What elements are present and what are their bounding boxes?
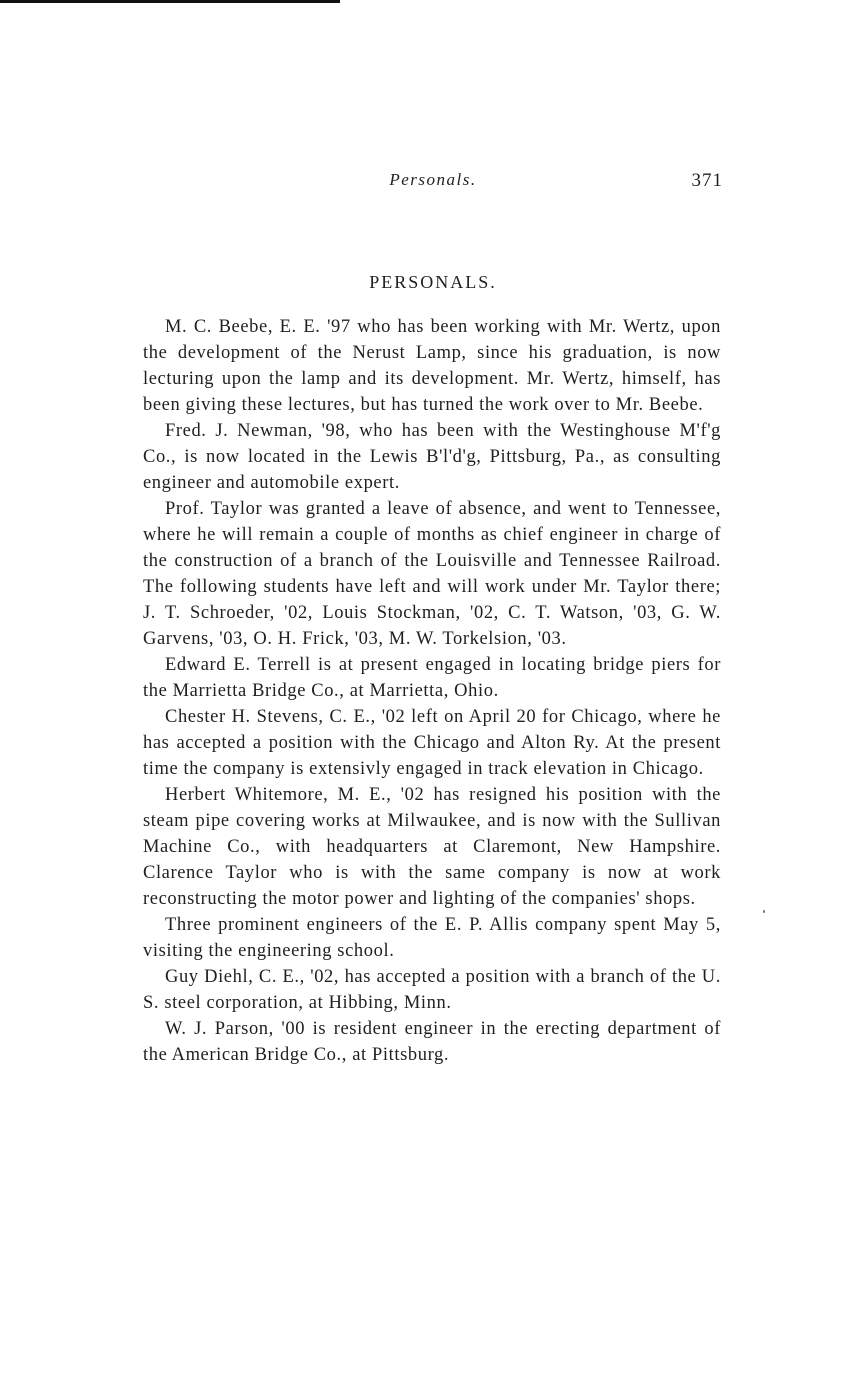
page-number: 371 [691, 170, 723, 191]
paragraph-beebe: M. C. Beebe, E. E. '97 who has been working with Mr. Wertz, upon the development of the Nerust Lamp, since his graduation, is now lecturing upon the lamp and its development. Mr. Wertz, himself, has been giving these lectures, but has turned the work over to Mr. Beebe. [143, 317, 721, 415]
running-title: Personals. [389, 170, 477, 189]
article-body [143, 314, 721, 1068]
scan-edge-rule [0, 0, 340, 3]
paragraph-whitemore: Herbert Whitemore, M. E., '02 has resigned his position with the steam pipe covering works at Milwaukee, and is now with the Sullivan Machine Co., with headquarters at Claremont, New Hampshire. Clarence Taylor who is with the same company is now at work reconstructing the motor power and lighting of the companies' shops. [143, 785, 721, 909]
paragraph-parson: W. J. Parson, '00 is resident engineer in the erecting department of the American Bridge Co., at Pittsburg. [143, 1019, 721, 1065]
running-head [143, 170, 723, 196]
paragraph-diehl: Guy Diehl, C. E., '02, has accepted a position with a branch of the U. S. steel corporation, at Hibbing, Minn. [143, 967, 721, 1013]
section-heading: PERSONALS. [369, 272, 497, 292]
paragraph-newman: Fred. J. Newman, '98, who has been with the Westinghouse M'f'g Co., is now located in the Lewis B'l'd'g, Pittsburg, Pa., as consulting engineer and automobile expert. [143, 421, 721, 493]
paragraph-stevens: Chester H. Stevens, C. E., '02 left on April 20 for Chicago, where he has accepted a position with the Chicago and Alton Ry. At the present time the company is extensivly engaged in track elevation in Chicago. [143, 707, 721, 779]
paragraph-terrell: Edward E. Terrell is at present engaged in locating bridge piers for the Marrietta Bridge Co., at Marrietta, Ohio. [143, 655, 721, 701]
scan-speck [763, 910, 765, 913]
paragraph-taylor: Prof. Taylor was granted a leave of absence, and went to Tennessee, where he will remain a couple of months as chief engineer in charge of the construction of a branch of the Louisville and Tennessee Railroad. The following students have left and will work under Mr. Taylor there; J. T. Schroeder, '02, Louis Stockman, '02, C. T. Watson, '03, G. W. Garvens, '03, O. H. Frick, '03, M. W. Torkelsion, '03. [143, 499, 721, 649]
paragraph-allis: Three prominent engineers of the E. P. Allis company spent May 5, visiting the engineering school. [143, 915, 721, 961]
